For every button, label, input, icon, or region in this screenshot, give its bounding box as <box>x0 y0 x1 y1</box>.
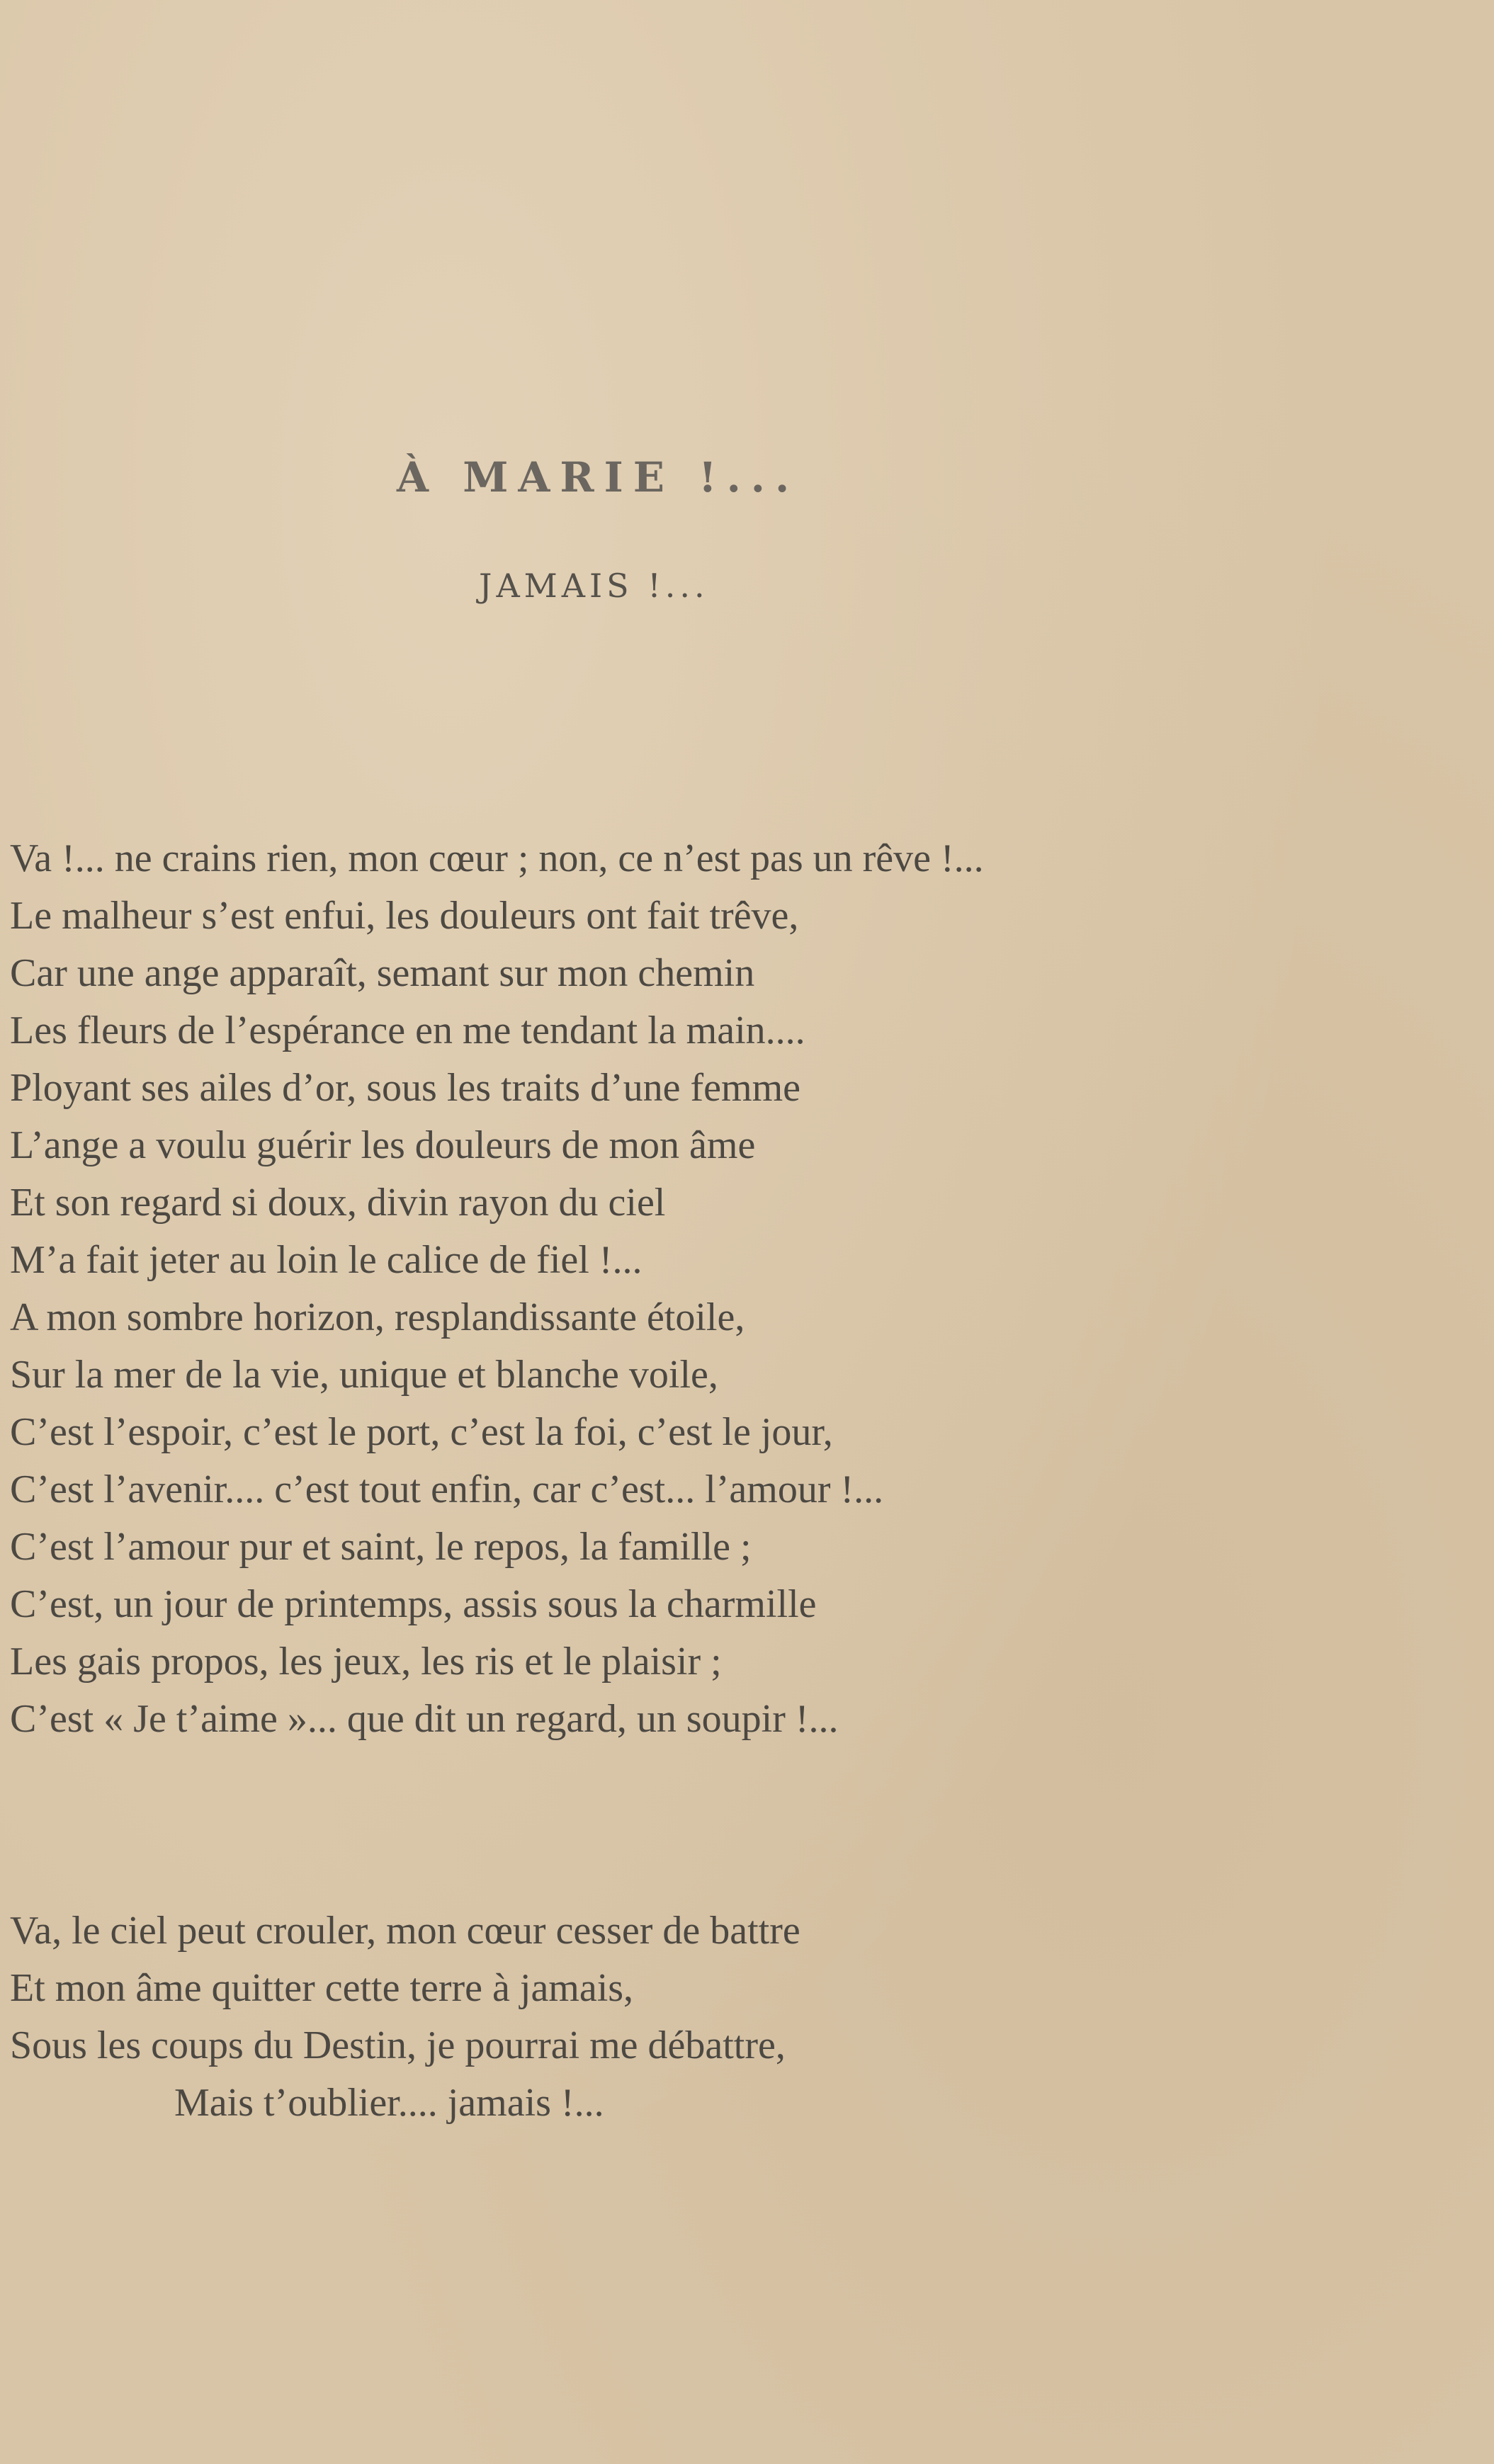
verse-line: Les gais propos, les jeux, les ris et le plaisir ; <box>10 1640 722 1684</box>
verse-line: L’ange a voulu guérir les douleurs de mon âme <box>10 1123 756 1167</box>
verse-line: Et mon âme quitter cette terre à jamais, <box>10 1966 634 2010</box>
verse-line: Va !... ne crains rien, mon cœur ; non, ce n’est pas un rêve !... <box>10 836 984 880</box>
verse-line-final: Mais t’oublier.... jamais !... <box>174 2081 604 2125</box>
verse-line: C’est « Je t’aime »... que dit un regard, un soupir !... <box>10 1697 839 1741</box>
stanza-2 <box>10 1902 800 2132</box>
verse-line: C’est l’espoir, c’est le port, c’est la foi, c’est le jour, <box>10 1410 833 1454</box>
verse-line: Sous les coups du Destin, je pourrai me débattre, <box>10 2023 786 2067</box>
verse-line: M’a fait jeter au loin le calice de fiel !... <box>10 1238 643 1282</box>
poem-title: À MARIE !... <box>397 453 800 501</box>
verse-line: C’est l’avenir.... c’est tout enfin, car c’est... l’amour !... <box>10 1467 884 1511</box>
verse-line: C’est l’amour pur et saint, le repos, la famille ; <box>10 1525 752 1569</box>
verse-line: Le malheur s’est enfui, les douleurs ont fait trêve, <box>10 894 799 938</box>
stanza-1 <box>10 830 984 1748</box>
verse-line: Les fleurs de l’espérance en me tendant la main.... <box>10 1009 805 1052</box>
verse-line: C’est, un jour de printemps, assis sous la charmille <box>10 1582 817 1626</box>
verse-line: Car une ange apparaît, semant sur mon chemin <box>10 951 755 995</box>
verse-line: A mon sombre horizon, resplandissante étoile, <box>10 1295 745 1339</box>
poem-subtitle: JAMAIS !... <box>479 567 709 605</box>
verse-line: Et son regard si doux, divin rayon du ciel <box>10 1181 666 1225</box>
verse-line: Sur la mer de la vie, unique et blanche voile, <box>10 1353 718 1397</box>
verse-line: Va, le ciel peut crouler, mon cœur cesser de battre <box>10 1909 800 1953</box>
verse-line: Ployant ses ailes d’or, sous les traits d’une femme <box>10 1066 800 1110</box>
